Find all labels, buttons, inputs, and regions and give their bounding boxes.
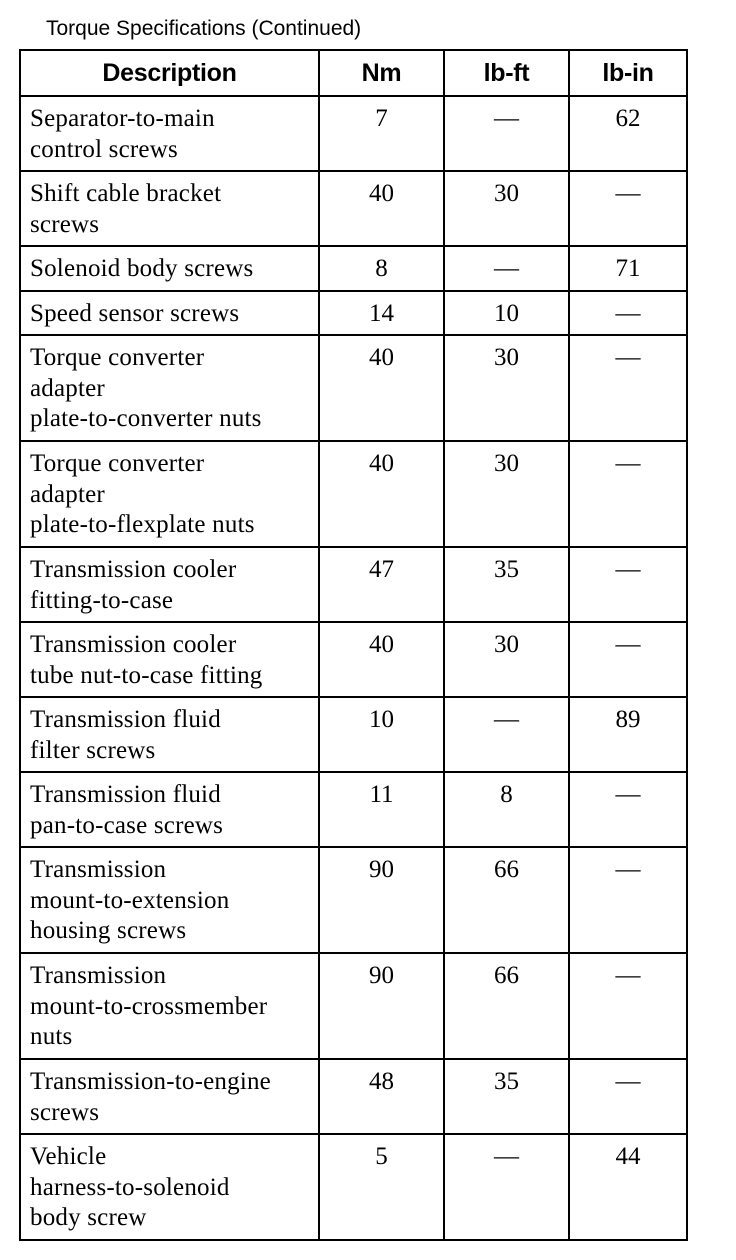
header-row bbox=[20, 50, 687, 96]
cell-lbft: 66 bbox=[444, 953, 569, 1059]
cell-lbin: — bbox=[569, 1059, 687, 1134]
cell-description: Transmission-to-engine screws bbox=[20, 1059, 319, 1134]
cell-description: Transmission mount-to-extension housing screws bbox=[20, 847, 319, 953]
header-nm: Nm bbox=[319, 50, 444, 96]
cell-description: Solenoid body screws bbox=[20, 246, 319, 291]
table-row bbox=[20, 772, 687, 847]
cell-description: Speed sensor screws bbox=[20, 291, 319, 335]
cell-description: Torque converter adapter plate-to-flexplate nuts bbox=[20, 441, 319, 547]
cell-lbin: — bbox=[569, 772, 687, 847]
cell-lbft: 10 bbox=[444, 291, 569, 335]
cell-description: Transmission fluid filter screws bbox=[20, 697, 319, 772]
cell-nm: 7 bbox=[319, 96, 444, 171]
cell-nm: 14 bbox=[319, 291, 444, 335]
cell-nm: 90 bbox=[319, 847, 444, 953]
header-description: Description bbox=[20, 50, 319, 96]
cell-nm: 48 bbox=[319, 1059, 444, 1134]
cell-lbft: 35 bbox=[444, 1059, 569, 1134]
cell-nm: 10 bbox=[319, 697, 444, 772]
torque-spec-table bbox=[19, 49, 688, 1241]
table-row bbox=[20, 622, 687, 697]
cell-nm: 11 bbox=[319, 772, 444, 847]
table-body bbox=[20, 96, 687, 1240]
cell-lbin: 71 bbox=[569, 246, 687, 291]
cell-lbin: — bbox=[569, 335, 687, 441]
cell-nm: 5 bbox=[319, 1134, 444, 1240]
cell-lbin: 89 bbox=[569, 697, 687, 772]
cell-lbft: — bbox=[444, 96, 569, 171]
cell-description: Transmission cooler tube nut-to-case fitting bbox=[20, 622, 319, 697]
cell-description: Transmission mount-to-crossmember nuts bbox=[20, 953, 319, 1059]
header-lbft: lb-ft bbox=[444, 50, 569, 96]
cell-description: Vehicle harness-to-solenoid body screw bbox=[20, 1134, 319, 1240]
table-row bbox=[20, 1134, 687, 1240]
cell-description: Transmission fluid pan-to-case screws bbox=[20, 772, 319, 847]
cell-lbft: 30 bbox=[444, 171, 569, 246]
cell-lbft: — bbox=[444, 697, 569, 772]
cell-nm: 8 bbox=[319, 246, 444, 291]
cell-lbin: — bbox=[569, 547, 687, 622]
table-row bbox=[20, 1059, 687, 1134]
cell-lbft: 30 bbox=[444, 335, 569, 441]
cell-nm: 40 bbox=[319, 171, 444, 246]
table-row bbox=[20, 953, 687, 1059]
cell-nm: 40 bbox=[319, 335, 444, 441]
header-lbin: lb-in bbox=[569, 50, 687, 96]
cell-description: Separator-to-main control screws bbox=[20, 96, 319, 171]
cell-lbin: — bbox=[569, 953, 687, 1059]
cell-nm: 40 bbox=[319, 622, 444, 697]
table-caption: Torque Specifications (Continued) bbox=[46, 17, 362, 40]
cell-lbin: — bbox=[569, 291, 687, 335]
table-row bbox=[20, 547, 687, 622]
cell-lbft: — bbox=[444, 1134, 569, 1240]
table-row bbox=[20, 441, 687, 547]
cell-nm: 47 bbox=[319, 547, 444, 622]
table-row bbox=[20, 246, 687, 291]
cell-description: Torque converter adapter plate-to-converter nuts bbox=[20, 335, 319, 441]
cell-lbft: 8 bbox=[444, 772, 569, 847]
cell-lbft: 30 bbox=[444, 622, 569, 697]
cell-lbft: 30 bbox=[444, 441, 569, 547]
cell-lbin: — bbox=[569, 622, 687, 697]
table-row bbox=[20, 171, 687, 246]
cell-lbin: — bbox=[569, 441, 687, 547]
cell-description: Transmission cooler fitting-to-case bbox=[20, 547, 319, 622]
table-row bbox=[20, 847, 687, 953]
table-row bbox=[20, 335, 687, 441]
cell-lbft: 66 bbox=[444, 847, 569, 953]
cell-nm: 40 bbox=[319, 441, 444, 547]
cell-lbft: 35 bbox=[444, 547, 569, 622]
cell-lbin: 44 bbox=[569, 1134, 687, 1240]
cell-lbin: 62 bbox=[569, 96, 687, 171]
table-row bbox=[20, 291, 687, 335]
cell-nm: 90 bbox=[319, 953, 444, 1059]
cell-lbin: — bbox=[569, 171, 687, 246]
cell-description: Shift cable bracket screws bbox=[20, 171, 319, 246]
table-row bbox=[20, 697, 687, 772]
cell-lbft: — bbox=[444, 246, 569, 291]
table-row bbox=[20, 96, 687, 171]
cell-lbin: — bbox=[569, 847, 687, 953]
